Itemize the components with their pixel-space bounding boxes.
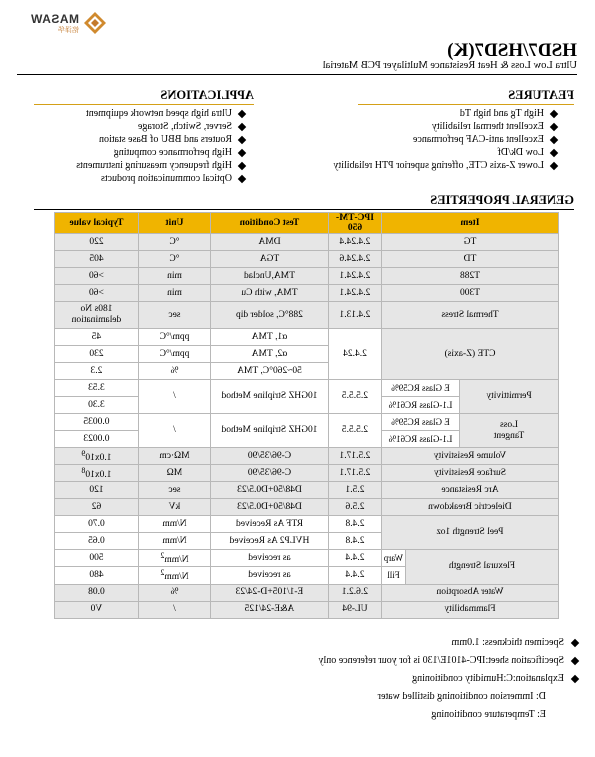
list-item: Optical communication products — [76, 172, 245, 185]
list-item: D: Immersion conditioning distilled water — [377, 691, 546, 702]
diamond-bullet-icon — [571, 639, 579, 647]
table-header-row — [54, 213, 558, 234]
diamond-bullet-icon — [238, 109, 246, 117]
header-item: Item — [381, 213, 558, 234]
page-title: HSD7/HSD7(K) — [447, 40, 577, 61]
page-subtitle: Ultra Low Loss & Heat Resistance Multilayer PCB Material — [322, 60, 577, 71]
list-item: Low Dk/Df — [333, 146, 557, 159]
diamond-bullet-icon — [550, 122, 558, 130]
diamond-bullet-icon — [571, 657, 579, 665]
table-row: Flammability UL-94 A&E-24/125 / V0 — [54, 601, 558, 618]
list-item: High performance computing — [76, 146, 245, 159]
diamond-bullet-icon — [238, 148, 246, 156]
diamond-bullet-icon — [550, 135, 558, 143]
table-row: Thermal Stress 2.4.13.1 288°C, solder dip sec 180s No delamination — [54, 302, 558, 329]
brand-name-cn: 铭泽华 — [58, 25, 79, 34]
features-list — [333, 107, 557, 172]
diamond-bullet-icon — [550, 109, 558, 117]
table-row: TD 2.4.24.6 TGA °C 405 — [54, 251, 558, 268]
diamond-bullet-icon — [571, 675, 579, 683]
table-row: 50~260°C, TMA % 2.3 — [54, 363, 558, 380]
notes-list — [319, 634, 578, 724]
list-item: Ultra high speed network equipment — [76, 107, 245, 120]
list-item: Specification sheet:IPC-4101E/130 is for your reference only — [319, 652, 578, 670]
title-rule — [17, 74, 577, 75]
header-unit: Unit — [138, 213, 210, 234]
list-item: High Tg and high Td — [333, 107, 557, 120]
diamond-bullet-icon — [238, 174, 246, 182]
table-row: Permittivity E Glass RC59% 2.5.5.5 10GHZ Stripline Method / 3.53 — [54, 380, 558, 397]
table-row: Arc Resistance 2.5.1 D48/50+D0.5/23 sec 120 — [54, 482, 558, 499]
list-item: Routers and BBU of Base station — [76, 133, 245, 146]
diamond-bullet-icon — [550, 148, 558, 156]
list-item: E: Temperature conditioning — [431, 709, 546, 720]
list-item: Explanation:C:Humidity conditioning — [319, 670, 578, 688]
general-properties-heading: GENERAL PROPERTIES — [430, 193, 574, 207]
general-properties-rule — [34, 209, 574, 210]
table-row: T288 2.4.24.1 TMA,Unclad min >60 — [54, 268, 558, 285]
header-typical: Typical value — [54, 213, 138, 234]
table-row: α2, TMA ppm/°C 230 — [54, 346, 558, 363]
table-row: Flexural Strength Warp 2.4.4 as received $N/mm^2$ 500 — [54, 550, 558, 567]
diamond-bullet-icon — [238, 122, 246, 130]
table-row: Fill 2.4.4 as received $N/mm^2$ 480 — [54, 567, 558, 584]
table-row: TG 2.4.24.4 DMA °C 220 — [54, 234, 558, 251]
applications-heading: APPLICATIONS — [160, 88, 254, 102]
list-item: Excellent anti-CAF performance — [333, 133, 557, 146]
list-item: High frequency measuring instruments — [76, 159, 245, 172]
diamond-bullet-icon — [238, 161, 246, 169]
diamond-bullet-icon — [238, 135, 246, 143]
table-row: CTE (Z-axis) 2.4.24 α1, TMA ppm/°C 45 — [54, 329, 558, 346]
table-row: Water Absorption 2.6.2.1 E-1/105+D-24/23 % 0.08 — [54, 584, 558, 601]
masaw-logo-icon — [83, 11, 107, 35]
applications-rule — [34, 104, 254, 105]
table-row: Dielectric Breakdown 2.5.6 D48/50+D0.5/23 kV 62 — [54, 499, 558, 516]
applications-list — [76, 107, 245, 185]
table-row: L1-Glass RC61% 3.30 — [54, 397, 558, 414]
list-item: Excellent thermal reliability — [333, 120, 557, 133]
features-heading: FEATURES — [508, 88, 574, 102]
table-row: Surface Resistivity 2.5.17.1 C-96/35/90 MΩ $1.0x10^8$ — [54, 465, 558, 482]
table-row: Volume Resistivity 2.5.17.1 C-96/35/90 MΩ·cm $1.0x10^9$ — [54, 448, 558, 465]
table-row: L1-Glass RC61% 0.0023 — [54, 431, 558, 448]
table-row: 2.4.8 HVLP2 As Received N/mm 0.65 — [54, 533, 558, 550]
features-rule — [358, 104, 574, 105]
brand-name: MASAW — [30, 11, 79, 26]
brand-logo — [17, 8, 107, 38]
list-item: Lower Z-axis CTE, offering superior PTH reliability — [333, 159, 557, 172]
diamond-bullet-icon — [550, 161, 558, 169]
table-row: T300 2.4.24.1 TMA, with Cu min >60 — [54, 285, 558, 302]
header-condition: Test Condition — [210, 213, 328, 234]
table-row: Peel Strength 1oz 2.4.8 RTF As Received N/mm 0.70 — [54, 516, 558, 533]
list-item: Server, Switch, Storage — [76, 120, 245, 133]
general-properties-table — [54, 212, 559, 619]
header-ipc: IPC-TM-650 — [328, 213, 381, 234]
table-row: Loss Tangent E Glass RC59% 2.5.5.5 10GHZ Stripline Method / 0.0035 — [54, 414, 558, 431]
list-item: Specimen thickness: 1.0mm — [319, 634, 578, 652]
